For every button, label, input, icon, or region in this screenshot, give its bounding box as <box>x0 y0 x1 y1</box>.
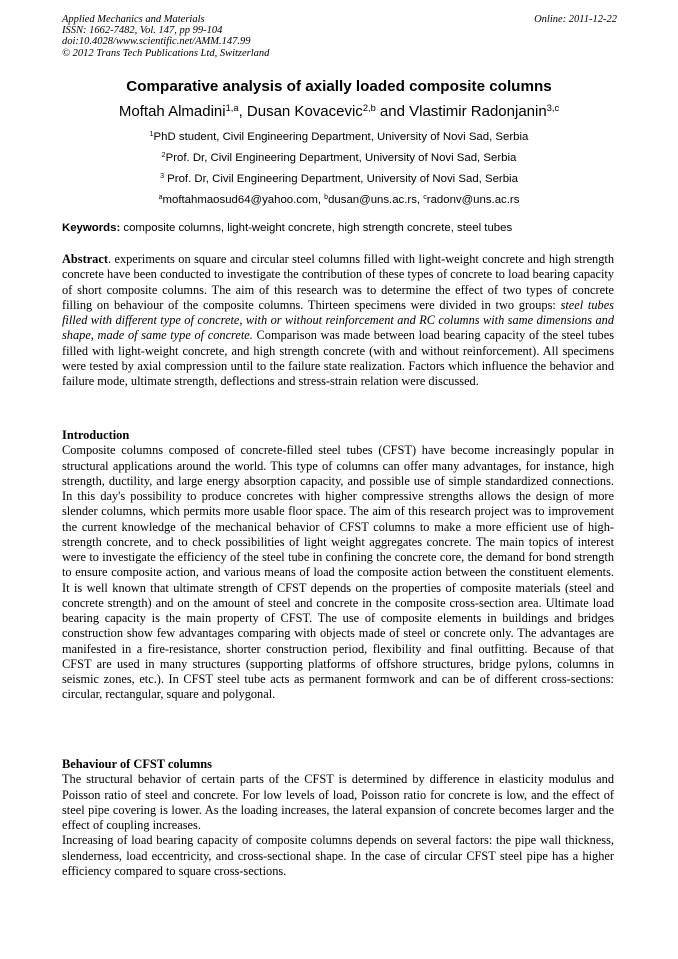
email-address: dusan@uns.ac.rs, <box>328 194 424 206</box>
behaviour-paragraph-2: Increasing of load bearing capacity of composite columns depends on several factors: the pipe wall thickness, slenderness, load eccentricity, and cross-sectional shape. In the case of circular CFST steel pipe has a higher efficiency compared to square cross-sections. <box>62 833 614 878</box>
behaviour-section <box>62 757 614 879</box>
email-superscript: a <box>158 194 163 202</box>
email-superscript: c <box>423 194 427 202</box>
author-superscript: 3,c <box>546 102 560 113</box>
affiliation-2 <box>0 152 678 164</box>
email-address: radonv@uns.ac.rs <box>426 194 520 206</box>
author-superscript: 1,a <box>225 102 239 113</box>
author-separator: , <box>238 103 247 120</box>
online-date: Online: 2011-12-22 <box>534 14 617 25</box>
behaviour-heading: Behaviour of CFST columns <box>62 757 212 771</box>
author-name: Vlastimir Radonjanin <box>409 103 547 120</box>
author-separator: and <box>375 103 410 120</box>
keywords-text: composite columns, light-weight concrete, high strength concrete, steel tubes <box>120 222 513 234</box>
author-name: Moftah Almadini <box>118 103 226 120</box>
abstract-label: Abstract <box>62 252 108 266</box>
affiliation-3 <box>0 173 678 185</box>
email-line <box>0 194 678 206</box>
affiliation-text: PhD student, Civil Engineering Department, University of Novi Sad, Serbia <box>153 131 529 143</box>
abstract-text-continued: Comparison was made between load bearing capacity of the steel tubes filled with light-weight concrete, and high strength concrete (with and without reinforcement). All specimens were tested by axial compression until to the failure state realization. Factors which influence the behavior and failure mode, ultimate strength, deflections and stress-strain relation were discussed. <box>62 328 615 388</box>
abstract-italic-text: steel tubes filled with different type of concrete, with or without reinforcement and RC columns with same dimensions and shape, made of same type of concrete. <box>62 297 614 343</box>
copyright-line: © 2012 Trans Tech Publications Ltd, Switzerland <box>62 47 270 59</box>
author-list <box>0 103 678 120</box>
introduction-section <box>62 428 614 703</box>
email-superscript: b <box>324 194 329 202</box>
journal-header <box>62 14 617 59</box>
email-address: moftahmaosud64@yahoo.com, <box>162 194 325 206</box>
affiliation-text: Prof. Dr, Civil Engineering Department, University of Novi Sad, Serbia <box>165 152 517 164</box>
introduction-heading: Introduction <box>62 428 130 442</box>
affiliation-superscript: 3 <box>160 173 165 181</box>
paper-title: Comparative analysis of axially loaded composite columns <box>126 78 552 95</box>
keywords-label: Keywords: <box>62 222 121 234</box>
affiliation-text: Prof. Dr, Civil Engineering Department, University of Novi Sad, Serbia <box>164 173 518 185</box>
behaviour-paragraph-1: The structural behavior of certain parts of the CFST is determined by difference in elasticity modulus and Poisson ratio of steel and concrete. For low levels of load, Poisson ratio for concrete is low, and the effect of steel pipe covering is lower. As the loading increases, the lateral expansion of concrete becomes larger and the effect of coupling increases. <box>62 772 614 832</box>
abstract-text: . experiments on square and circular steel columns filled with light-weight concrete and high strength concrete have been conducted to investigate the contribution of these types of concrete to load bearing capacity of short composite columns. The aim of this research was to determine the effect of two types of concrete filling on behaviour of the composite columns. Thirteen specimens were divided in two groups: <box>62 252 614 312</box>
doi-line: doi:10.4028/www.scientific.net/AMM.147.99 <box>62 36 251 48</box>
issn-line: ISSN: 1662-7482, Vol. 147, pp 99-104 <box>62 25 223 37</box>
keywords-line <box>62 222 622 234</box>
abstract-section <box>62 252 614 389</box>
affiliation-superscript: 1 <box>149 131 154 139</box>
affiliation-1 <box>0 131 678 143</box>
affiliation-superscript: 2 <box>161 152 166 160</box>
author-superscript: 2,b <box>362 102 376 113</box>
author-name: Dusan Kovacevic <box>246 103 363 120</box>
journal-name: Applied Mechanics and Materials <box>62 14 205 25</box>
introduction-paragraph: Composite columns composed of concrete-filled steel tubes (CFST) have become increasingly popular in structural applications around the world. This type of columns can offer many advantages, for instance, high strength, ductility, and large energy absorption capacity, and possible use of simple standardized connections. In this day's possibility to produce concretes with higher compressive strengths allows the design of more slender columns, which permits more usable floor space. The aim of this research project was to improvement the current knowledge of the mechanical behavior of CFST columns to make a more efficient use of high-strength concrete, and to check possibilities of light weight aggregates concrete. The main topics of interest were to investigate the efficiency of the steel tube in confining the concrete core, the demand for bond strength to ensure composite action, and various means of load the composite action between the constituent elements. It is well known that ultimate strength of CFST depends on the properties of composite materials (steel and concrete strength) and on the amount of steel and concrete in the composite cross-section area. Ultimate load bearing capacity is the main property of CFST. The use of composite elements in buildings and bridges construction show few advantages comparing with objects made of steel or concrete only. The advantages are manifested in a fire-resistance, shorter construction period, flexibility and final outfitting. Because of that CFST are used in many structures (supporting platforms of offshore structures, bridge pylons, columns in seismic zones, etc.). In CFST steel tube acts as permanent formwork and can be of different cross-sections: circular, rectangular, square and polygonal. <box>62 443 614 702</box>
